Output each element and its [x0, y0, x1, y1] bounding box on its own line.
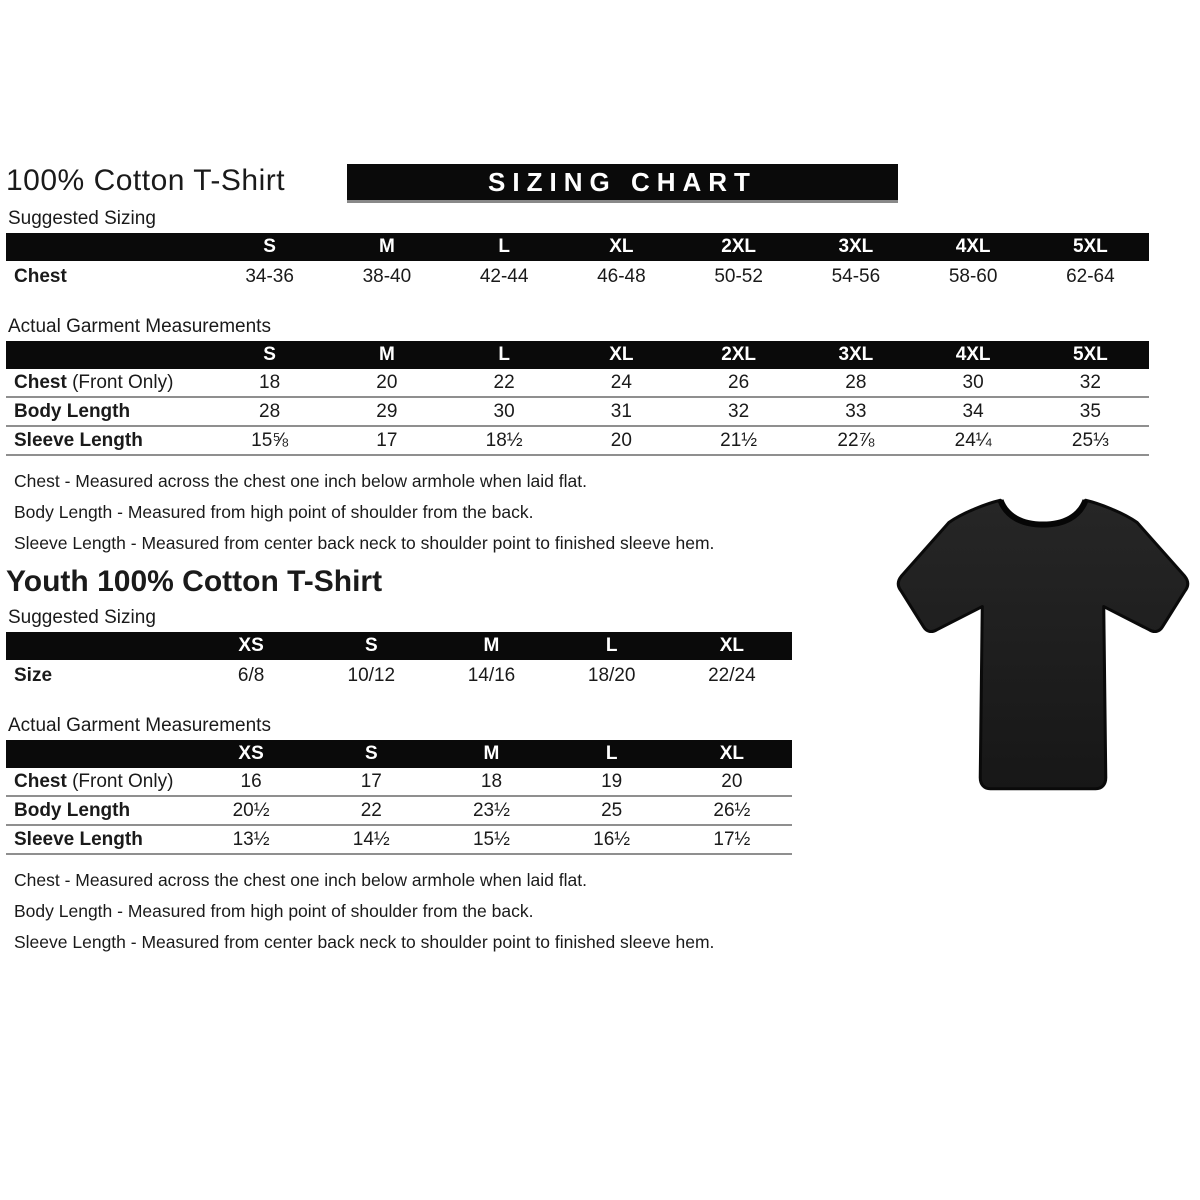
youth-measurements-label: Actual Garment Measurements	[8, 715, 271, 736]
youth-heading: Youth 100% Cotton T-Shirt	[6, 565, 383, 598]
size-value-cell: 24¼	[915, 426, 1032, 455]
size-value-cell: 30	[446, 397, 563, 426]
size-value-cell: 25	[552, 796, 672, 825]
size-value-cell: 58-60	[948, 265, 998, 287]
size-value-cell: 20	[563, 426, 680, 455]
size-value-cell: 22	[446, 369, 563, 397]
measurement-note: Sleeve Length - Measured from center back neck to shoulder point to finished sleeve hem.	[14, 533, 715, 553]
size-column-header: M	[328, 233, 445, 261]
size-table-corner	[6, 632, 191, 660]
size-header-row	[6, 632, 792, 660]
size-header-row	[6, 740, 792, 768]
youth-suggested-sizing-table	[6, 632, 792, 691]
size-value-cell: 13½	[191, 825, 311, 854]
sizing-chart-banner	[347, 164, 898, 200]
row-label: Chest (Front Only)	[6, 768, 191, 796]
row-label: Body Length	[6, 796, 191, 825]
measurement-note: Chest - Measured across the chest one inch below armhole when laid flat.	[14, 870, 587, 890]
tshirt-body-shape	[898, 500, 1187, 788]
size-column-header: 3XL	[797, 341, 914, 369]
size-column-header: 4XL	[915, 341, 1032, 369]
size-value-cell: 22⅞	[797, 426, 914, 455]
size-value-cell: 16½	[552, 825, 672, 854]
row-label: Size	[14, 664, 53, 686]
size-value-cell: 34	[915, 397, 1032, 426]
size-value-cell: 17½	[672, 825, 792, 854]
size-value-cell: 32	[1032, 369, 1149, 397]
size-value-cell: 28	[797, 369, 914, 397]
row-label: Body Length	[6, 397, 211, 426]
size-value-cell: 17	[311, 768, 431, 796]
size-value-cell: 20½	[191, 796, 311, 825]
size-column-header: XL	[672, 632, 792, 660]
size-value-cell: 15⅝	[211, 426, 328, 455]
size-column-header: 2XL	[680, 233, 797, 261]
size-column-header: 2XL	[680, 341, 797, 369]
size-value-cell: 35	[1032, 397, 1149, 426]
size-value-cell: 24	[563, 369, 680, 397]
measurement-note: Body Length - Measured from high point of shoulder from the back.	[14, 901, 534, 921]
size-value-cell: 22/24	[708, 664, 756, 686]
size-value-cell: 23½	[431, 796, 551, 825]
size-value-cell: 32	[680, 397, 797, 426]
row-label: Chest (Front Only)	[6, 369, 211, 397]
size-value-cell: 15½	[431, 825, 551, 854]
row-label: Sleeve Length	[6, 825, 191, 854]
size-value-cell: 22	[311, 796, 431, 825]
size-column-header: M	[431, 632, 551, 660]
size-column-header: XL	[563, 341, 680, 369]
adult-suggested-sizing-label: Suggested Sizing	[8, 208, 156, 229]
size-value-cell: 18	[431, 768, 551, 796]
size-value-cell: 30	[915, 369, 1032, 397]
black-tshirt-icon	[888, 478, 1196, 812]
size-value-cell: 54-56	[831, 265, 881, 287]
table-row	[6, 426, 1149, 455]
size-column-header: L	[446, 233, 563, 261]
adult-measurements-label: Actual Garment Measurements	[8, 316, 271, 337]
size-column-header: 5XL	[1032, 233, 1149, 261]
size-value-cell: 38-40	[362, 265, 412, 287]
header-row	[6, 164, 1156, 200]
size-value-cell: 46-48	[597, 265, 646, 287]
page-title: 100% Cotton T-Shirt	[6, 164, 286, 197]
adult-measurements-table	[6, 341, 1149, 456]
size-column-header: 3XL	[797, 233, 914, 261]
youth-measurements-table	[6, 740, 792, 855]
table-row	[6, 768, 792, 796]
size-value-cell: 6/8	[237, 664, 265, 686]
size-column-header: S	[211, 233, 328, 261]
table-row	[6, 825, 792, 854]
size-column-header: L	[552, 632, 672, 660]
size-value-cell: 26	[680, 369, 797, 397]
size-column-header: 5XL	[1032, 341, 1149, 369]
sizing-chart-banner-text: SIZING CHART	[488, 166, 757, 197]
table-row	[6, 660, 792, 691]
table-row	[6, 369, 1149, 397]
size-column-header: L	[446, 341, 563, 369]
table-row	[6, 796, 792, 825]
size-column-header: XL	[672, 740, 792, 768]
youth-notes	[14, 865, 1156, 958]
size-column-header: XL	[563, 233, 680, 261]
size-value-cell: 29	[328, 397, 445, 426]
size-header-row	[6, 233, 1149, 261]
row-label: Sleeve Length	[6, 426, 211, 455]
measurement-note: Body Length - Measured from high point of shoulder from the back.	[14, 502, 534, 522]
table-row	[6, 261, 1149, 292]
size-column-header: M	[431, 740, 551, 768]
size-table-corner	[6, 341, 211, 369]
tshirt-product-image	[888, 478, 1196, 812]
size-value-cell: 20	[672, 768, 792, 796]
row-label: Chest	[14, 265, 67, 287]
size-value-cell: 18	[211, 369, 328, 397]
size-value-cell: 14½	[311, 825, 431, 854]
size-column-header: M	[328, 341, 445, 369]
youth-suggested-sizing-label: Suggested Sizing	[8, 607, 156, 628]
size-value-cell: 18½	[446, 426, 563, 455]
size-value-cell: 20	[328, 369, 445, 397]
size-value-cell: 17	[328, 426, 445, 455]
size-value-cell: 16	[191, 768, 311, 796]
size-value-cell: 34-36	[245, 265, 294, 287]
size-table-corner	[6, 740, 191, 768]
size-value-cell: 50-52	[714, 265, 763, 287]
size-column-header: L	[552, 740, 672, 768]
size-value-cell: 28	[211, 397, 328, 426]
size-value-cell: 42-44	[479, 265, 529, 287]
size-table-corner	[6, 233, 211, 261]
size-column-header: XS	[191, 632, 311, 660]
size-column-header: S	[311, 632, 431, 660]
measurement-note: Chest - Measured across the chest one inch below armhole when laid flat.	[14, 471, 587, 491]
size-header-row	[6, 341, 1149, 369]
size-value-cell: 26½	[672, 796, 792, 825]
size-value-cell: 62-64	[1066, 265, 1115, 287]
size-value-cell: 14/16	[467, 664, 516, 686]
size-value-cell: 19	[552, 768, 672, 796]
size-value-cell: 10/12	[347, 664, 396, 686]
size-value-cell: 25⅓	[1032, 426, 1149, 455]
size-value-cell: 33	[797, 397, 914, 426]
size-column-header: XS	[191, 740, 311, 768]
size-value-cell: 21½	[680, 426, 797, 455]
adult-suggested-sizing-table	[6, 233, 1149, 292]
size-value-cell: 18/20	[587, 664, 636, 686]
size-column-header: S	[211, 341, 328, 369]
measurement-note: Sleeve Length - Measured from center back neck to shoulder point to finished sleeve hem.	[14, 932, 715, 952]
table-row	[6, 397, 1149, 426]
size-column-header: S	[311, 740, 431, 768]
size-column-header: 4XL	[915, 233, 1032, 261]
size-value-cell: 31	[563, 397, 680, 426]
